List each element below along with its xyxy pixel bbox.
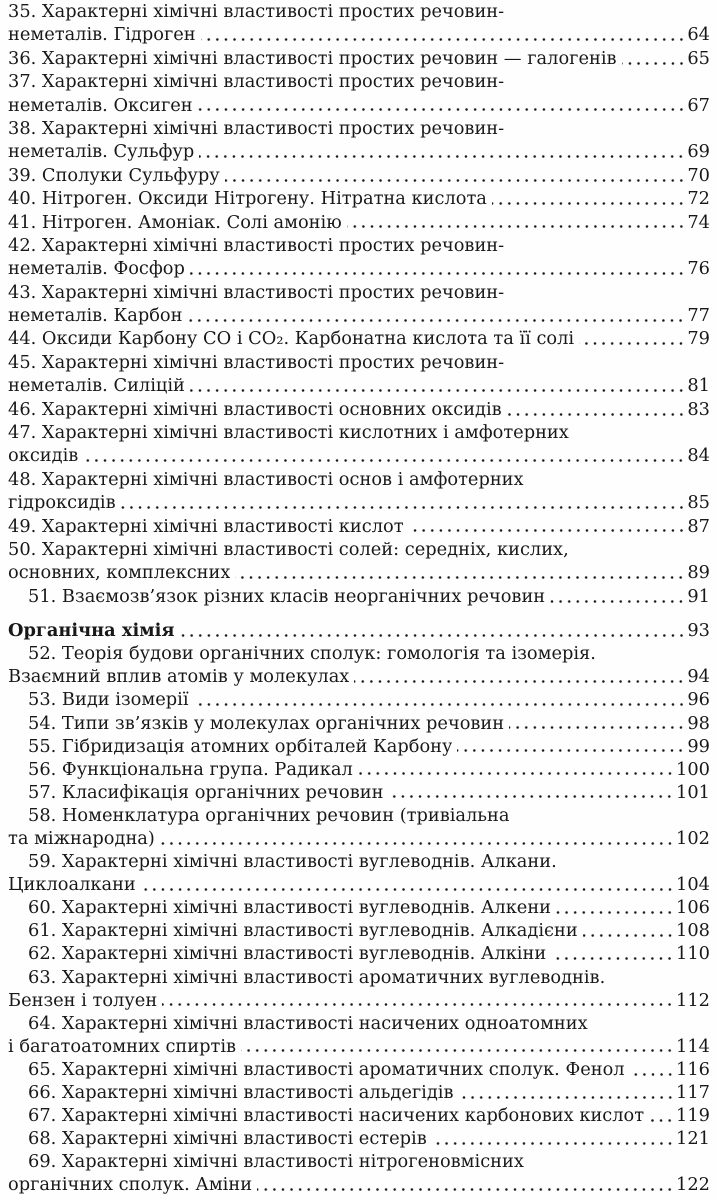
- dot-leader: [162, 989, 674, 1012]
- toc-entry-line: [8, 444, 710, 467]
- page-number: 114: [676, 1035, 710, 1057]
- toc-entry-line: [8, 140, 710, 163]
- toc-entry-line: [8, 1104, 710, 1127]
- toc-entry-text: 41. Нітроген. Амоніак. Солі амонію: [8, 211, 342, 233]
- toc-entry: [8, 850, 710, 896]
- toc-entry-line: [8, 1127, 710, 1150]
- toc-entry: [8, 1127, 710, 1150]
- toc-entry: [8, 327, 710, 350]
- toc-entry-line: [8, 758, 710, 781]
- dot-leader: [241, 1035, 674, 1058]
- toc-entry-line: [8, 642, 710, 665]
- toc-entry-text: 53. Види ізомерії: [28, 689, 189, 711]
- dot-leader: [459, 1081, 675, 1104]
- toc-entry-text: 36. Характерні хімічні властивості простих речовин — галогенів: [8, 47, 617, 69]
- toc-entry-text: 42. Характерні хімічні властивості простих речовин-: [8, 234, 505, 256]
- toc-entry: [8, 688, 710, 711]
- dot-leader: [432, 1127, 674, 1150]
- toc-entry: [8, 1058, 710, 1081]
- toc-entry-line: [8, 1035, 710, 1058]
- toc-entry-text: органічних сполук. Аміни: [8, 1174, 253, 1196]
- toc-section-inorganic: [8, 0, 710, 608]
- toc-entry-line: [8, 781, 710, 804]
- toc-entry-text: гідроксидів: [8, 492, 116, 514]
- page-number: 108: [676, 920, 710, 942]
- toc-entry-line: [8, 47, 710, 70]
- toc-entry-text: 47. Характерні хімічні властивості кислотних і амфотерних: [8, 422, 569, 444]
- toc-entry-text: 54. Типи зв’язків у молекулах органічних речовин: [28, 712, 505, 734]
- toc-entry-text: 56. Функціональна група. Радикал: [28, 758, 353, 780]
- dot-leader: [160, 827, 674, 850]
- toc-entry-text: 62. Характерні хімічні властивості вуглеводнів. Алкіни: [28, 943, 547, 965]
- toc-entry-text: 67. Характерні хімічні властивості насичених карбонових кислот: [28, 1105, 645, 1127]
- toc-entry-text: основних, комплексних: [8, 562, 231, 584]
- dot-leader: [190, 257, 685, 280]
- dot-leader: [201, 23, 686, 46]
- toc-entry-text: 63. Характерні хімічні властивості ароматичних вуглеводнів.: [28, 966, 606, 988]
- dot-leader: [198, 94, 686, 117]
- page-number: 74: [687, 211, 710, 233]
- toc-entry-line: [8, 515, 710, 538]
- toc-entry-line: [8, 896, 710, 919]
- toc-entry-line: [8, 966, 710, 989]
- toc-entry-text: та міжнародна): [8, 828, 155, 849]
- toc-entry: [8, 1104, 710, 1127]
- toc-entry-text: 37. Характерні хімічні властивості простих речовин-: [8, 71, 505, 93]
- section-heading: [8, 619, 710, 642]
- dot-leader: [649, 1104, 674, 1127]
- dot-leader: [194, 688, 686, 711]
- toc-entry-line: [8, 281, 710, 304]
- toc-entry: [8, 735, 710, 758]
- toc-entry-line: [8, 0, 710, 23]
- toc-entry-line: [8, 257, 710, 280]
- page-number: 93: [687, 620, 710, 642]
- toc-entry: [8, 187, 710, 210]
- toc-entry: [8, 758, 710, 781]
- toc-entry-text: неметалів. Фосфор: [8, 258, 185, 280]
- dot-leader: [550, 585, 685, 608]
- toc-entry-line: [8, 804, 710, 827]
- toc-entry-line: [8, 421, 710, 444]
- toc-entry-text: 44. Оксиди Карбону CO і CO₂. Карбонатна кислота та її солі: [8, 328, 575, 350]
- toc-entry-line: [8, 23, 710, 46]
- dot-leader: [235, 561, 685, 584]
- toc-entry-text: неметалів. Сульфур: [8, 141, 195, 163]
- toc-entry-text: Циклоалкани: [8, 874, 136, 896]
- toc-entry-text: Взаємний вплив атомів у молекулах: [8, 666, 350, 688]
- dot-leader: [388, 781, 674, 804]
- toc-entry-text: неметалів. Гідроген: [8, 24, 196, 46]
- toc-entry-text: 35. Характерні хімічні властивості простих речовин-: [8, 1, 505, 22]
- toc-entry-line: [8, 234, 710, 257]
- toc-entry: [8, 234, 710, 281]
- toc-entry-line: [8, 304, 710, 327]
- page-number: 79: [687, 328, 710, 350]
- toc-entry-text: 45. Характерні хімічні властивості простих речовин-: [8, 351, 505, 373]
- toc-entry-line: [8, 468, 710, 491]
- page-number: 122: [676, 1174, 710, 1196]
- page-number: 72: [687, 188, 710, 210]
- page-number: 106: [676, 897, 710, 919]
- toc-entry-text: 51. Взаємозв’язок різних класів неорганічних речовин: [28, 585, 546, 607]
- toc-entry: [8, 642, 710, 688]
- toc-entry: [8, 781, 710, 804]
- page-number: 102: [676, 828, 710, 849]
- dot-leader: [347, 211, 686, 234]
- toc-entry-text: неметалів. Оксиген: [8, 94, 193, 116]
- dot-leader: [630, 1058, 674, 1081]
- toc-entry: [8, 398, 710, 421]
- toc-entry-text: 39. Сполуки Сульфуру: [8, 164, 220, 186]
- page-number: 101: [676, 781, 710, 803]
- page-number: 91: [687, 585, 710, 607]
- toc-entry-line: [8, 164, 710, 187]
- toc-entry-line: [8, 735, 710, 758]
- toc-entry: [8, 70, 710, 117]
- page-number: 85: [687, 492, 710, 514]
- toc-entry-line: [8, 1150, 710, 1173]
- toc-entry: [8, 712, 710, 735]
- toc-entry: [8, 281, 710, 328]
- page-number: 65: [687, 47, 710, 69]
- toc-entry-line: [8, 1081, 710, 1104]
- page-number: 116: [676, 1058, 710, 1080]
- toc-entry-text: 38. Характерні хімічні властивості простих речовин-: [8, 117, 505, 139]
- page-number: 99: [687, 735, 710, 757]
- page-number: 64: [687, 24, 710, 46]
- toc-entry-line: [8, 117, 710, 140]
- toc-entry-line: [8, 94, 710, 117]
- toc-entry: [8, 585, 710, 608]
- dot-leader: [257, 1173, 674, 1196]
- page-number: 76: [687, 258, 710, 280]
- toc-entry: [8, 47, 710, 70]
- dot-leader: [141, 873, 674, 896]
- toc-entry-text: і багатоатомних спиртів: [8, 1035, 237, 1057]
- toc-entry-text: 64. Характерні хімічні властивості насичених одноатомних: [28, 1012, 588, 1034]
- toc-entry: [8, 211, 710, 234]
- toc-entry-line: [8, 1058, 710, 1081]
- dot-leader: [225, 164, 686, 187]
- toc-entry-line: [8, 538, 710, 561]
- toc-entry-text: 66. Характерні хімічні властивості альдегідів: [28, 1082, 454, 1104]
- page-number: 69: [687, 141, 710, 163]
- dot-leader: [579, 327, 685, 350]
- page-number: 119: [676, 1105, 710, 1127]
- page-number: 117: [676, 1082, 710, 1104]
- dot-leader: [551, 942, 674, 965]
- toc-entry-line: [8, 919, 710, 942]
- toc-entry-text: Бензен і толуен: [8, 989, 158, 1011]
- page-number: 70: [687, 164, 710, 186]
- page-number: 89: [687, 562, 710, 584]
- dot-leader: [622, 47, 686, 70]
- toc-entry: [8, 538, 710, 585]
- toc-entry-text: 40. Нітроген. Оксиди Нітрогену. Нітратна кислота: [8, 188, 487, 210]
- toc-entry-line: [8, 70, 710, 93]
- toc-entry-line: [8, 989, 710, 1012]
- dot-leader: [492, 187, 685, 210]
- page-number: 104: [676, 874, 710, 896]
- page-number: 77: [687, 305, 710, 327]
- toc-entry-line: [8, 351, 710, 374]
- dot-leader: [556, 896, 674, 919]
- toc-entry-line: [8, 491, 710, 514]
- toc-entry: [8, 942, 710, 965]
- page-number: 83: [687, 398, 710, 420]
- toc-entry: [8, 966, 710, 1012]
- toc-entry-text: 55. Гібридизація атомних орбіталей Карбону: [28, 735, 453, 757]
- toc-entry-line: [8, 688, 710, 711]
- toc-entry-line: [8, 561, 710, 584]
- page-number: 87: [687, 515, 710, 537]
- dot-leader: [358, 758, 674, 781]
- page-number: 96: [687, 689, 710, 711]
- toc-entry-text: неметалів. Силіцій: [8, 375, 185, 397]
- toc-entry-line: [8, 942, 710, 965]
- toc-entry-text: 59. Характерні хімічні властивості вуглеводнів. Алкани.: [28, 851, 557, 873]
- toc-entry-text: 65. Характерні хімічні властивості ароматичних сполук. Фенол: [28, 1058, 625, 1080]
- dot-leader: [409, 515, 686, 538]
- toc-entry: [8, 351, 710, 398]
- dot-leader: [121, 491, 686, 514]
- dot-leader: [190, 374, 685, 397]
- toc-entry-text: 50. Характерні хімічні властивості солей: середніх, кислих,: [8, 538, 569, 560]
- dot-leader: [507, 398, 686, 421]
- dot-leader: [187, 304, 685, 327]
- page-number: 121: [676, 1128, 710, 1150]
- section-title: Органічна хімія: [8, 620, 175, 642]
- toc-entry: [8, 1081, 710, 1104]
- dot-leader: [354, 665, 685, 688]
- toc-entry: [8, 421, 710, 468]
- toc-entry-line: [8, 327, 710, 350]
- toc-entry: [8, 468, 710, 515]
- toc-entry-text: 49. Характерні хімічні властивості кислот: [8, 515, 404, 537]
- toc-entry-text: 57. Класифікація органічних речовин: [28, 781, 384, 803]
- dot-leader: [509, 712, 685, 735]
- toc-entry-line: [8, 827, 710, 850]
- toc-entry-line: [8, 211, 710, 234]
- toc-entry: [8, 117, 710, 164]
- toc-entry-line: [8, 665, 710, 688]
- toc-entry-text: 60. Характерні хімічні властивості вуглеводнів. Алкени: [28, 897, 552, 919]
- dot-leader: [457, 735, 685, 758]
- toc-entry: [8, 1150, 710, 1196]
- toc-entry: [8, 1012, 710, 1058]
- toc-entry-line: [8, 850, 710, 873]
- toc-entry-line: [8, 398, 710, 421]
- dot-leader: [583, 919, 674, 942]
- toc-entry-line: [8, 585, 710, 608]
- toc-entry-line: [8, 712, 710, 735]
- toc-entry-line: [8, 374, 710, 397]
- page-number: 110: [676, 943, 710, 965]
- page-number: 98: [687, 712, 710, 734]
- toc-entry-text: 68. Характерні хімічні властивості естерів: [28, 1128, 427, 1150]
- toc-entry-text: 48. Характерні хімічні властивості основ і амфотерних: [8, 468, 524, 490]
- toc-entry-line: [8, 187, 710, 210]
- toc-entry-text: неметалів. Карбон: [8, 305, 183, 327]
- toc-entry-line: [8, 1012, 710, 1035]
- toc-entry-text: 61. Характерні хімічні властивості вуглеводнів. Алкадієни: [28, 920, 578, 942]
- page-number: 112: [676, 989, 710, 1011]
- toc-entry-text: 69. Характерні хімічні властивості нітрогеновмісних: [28, 1151, 524, 1173]
- page-number: 94: [687, 666, 710, 688]
- toc-entry-text: 52. Теорія будови органічних сполук: гомологія та ізомерія.: [28, 643, 596, 665]
- toc-section-organic: [8, 619, 710, 1196]
- toc-entry: [8, 919, 710, 942]
- page-number: 100: [676, 758, 710, 780]
- toc-entry-text: оксидів: [8, 445, 79, 467]
- toc-entry-line: [8, 1173, 710, 1196]
- toc-entry: [8, 515, 710, 538]
- page-number: 67: [687, 94, 710, 116]
- toc-entry-text: 58. Номенклатура органічних речовин (тривіальна: [28, 804, 510, 826]
- toc-entry-text: 43. Характерні хімічні властивості простих речовин-: [8, 281, 505, 303]
- page-number: 81: [687, 375, 710, 397]
- dot-leader: [180, 619, 686, 642]
- toc-entry-line: [8, 873, 710, 896]
- dot-leader: [199, 140, 685, 163]
- page-number: 84: [687, 445, 710, 467]
- dot-leader: [83, 444, 685, 467]
- toc-entry: [8, 0, 710, 47]
- toc-entry: [8, 804, 710, 850]
- toc-entry-text: 46. Характерні хімічні властивості основних оксидів: [8, 398, 502, 420]
- toc-entry: [8, 896, 710, 919]
- toc-entry: [8, 164, 710, 187]
